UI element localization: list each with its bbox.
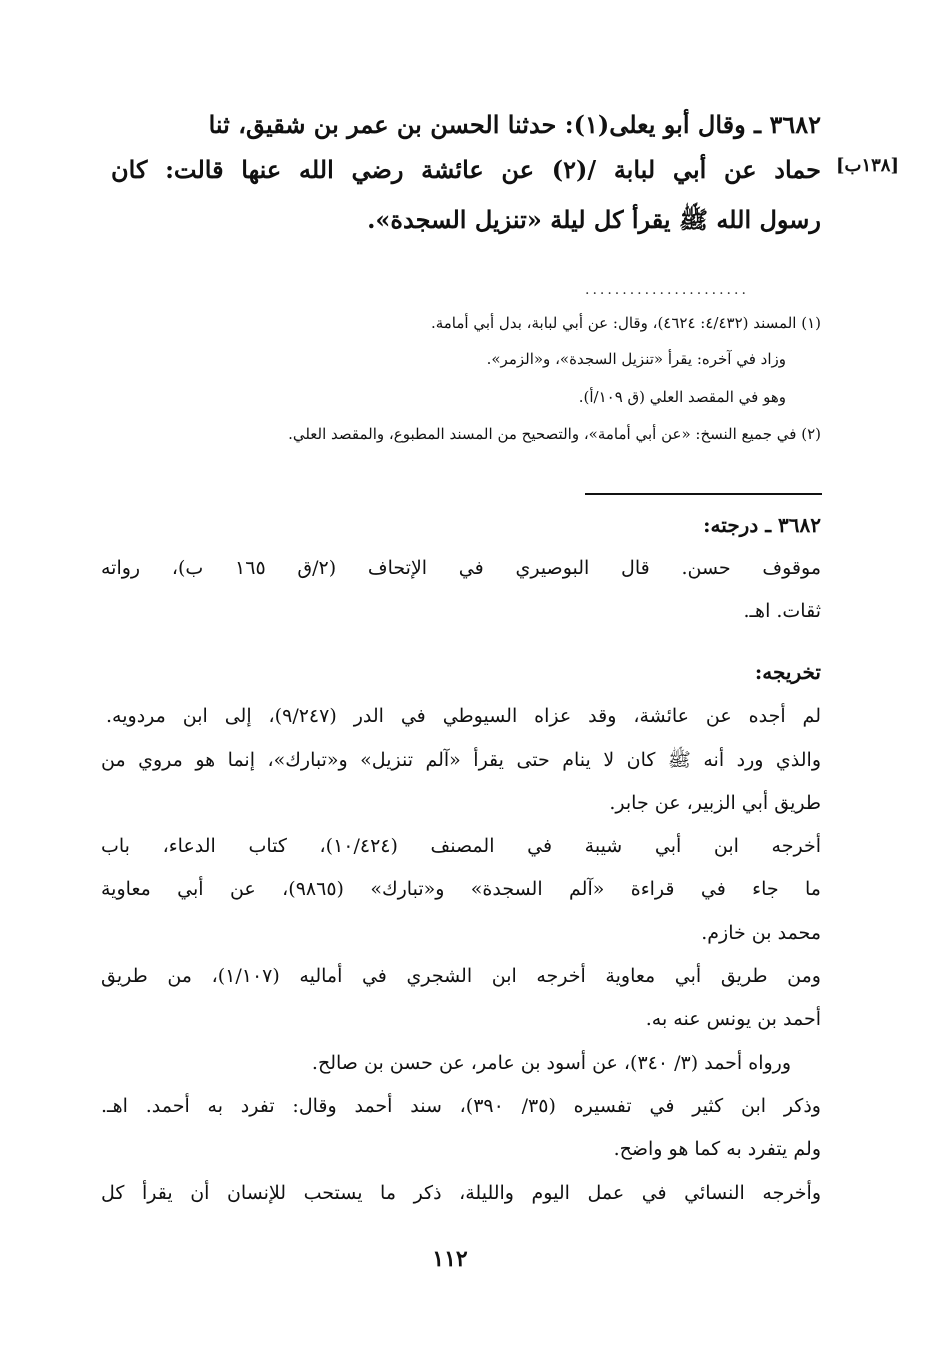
takhrij-line: والذي ورد أنه ﷺ كان لا ينام حتى يقرأ «آلم تنزيل» و«تبارك»، إنما هو مروي من [101, 749, 821, 771]
takhrij-line: ومن طريق أبي معاوية أخرجه ابن الشجري في أماليه (١/١٠٧)، من طريق [101, 965, 821, 987]
takhrij-line: أحمد بن يونس عنه به. [645, 1008, 821, 1030]
takhrij-line: ولم يتفرد به كما هو واضح. [613, 1138, 821, 1160]
takhrij-line: وذكر ابن كثير في تفسيره (٣٥/ ٣٩٠)، سند أحمد وقال: تفرد به أحمد. اهـ. [101, 1095, 821, 1117]
footnote-1-line-3: وهو في المقصد العلي (ق ١٠٩/أ). [578, 388, 786, 406]
section-divider [585, 493, 822, 495]
takhrij-heading: تخريجه: [754, 660, 821, 684]
takhrij-line: لم أجده عن عائشة، وقد عزاه السيوطي في الدر (٩/٢٤٧)، إلى ابن مردويه. [106, 705, 821, 727]
footnote-1-line-2: وزاد في آخره: يقرأ «تنزيل السجدة»، و«الزمر». [486, 350, 786, 368]
takhrij-line: ورواه أحمد (٣/ ٣٤٠)، عن أسود بن عامر، عن حسن بن صالح. [311, 1052, 791, 1074]
page-number: ١١٢ [432, 1246, 468, 1272]
hadith-line-1: ٣٦٨٢ ـ وقال أبو يعلى(١): حدثنا الحسن بن عمر بن شقيق، ثنا [208, 110, 821, 139]
takhrij-line: طريق أبي الزبير، عن جابر. [609, 792, 821, 814]
takhrij-line: محمد بن خازم. [701, 922, 821, 944]
grade-heading: ٣٦٨٢ ـ درجته: [703, 513, 821, 537]
footnote-2-line-1: (٢) في جميع النسخ: «عن أبي أمامة»، والتصحيح من المسند المطبوع، والمقصد العلي. [288, 425, 821, 443]
grade-line-1: موقوف حسن. قال البوصيري في الإتحاف (٢/ق ١٦٥ ب)، رواته [101, 557, 821, 579]
takhrij-line: ما جاء في قراءة «آلم السجدة» و«تبارك» (٩٨٦٥)، عن أبي معاوية [101, 878, 821, 900]
grade-line-2: ثقات. اهـ. [743, 600, 821, 622]
margin-folio-reference: [١٣٨ب] [836, 155, 900, 176]
takhrij-line: وأخرجه النسائي في عمل اليوم والليلة، ذكر ما يستحب للإنسان أن يقرأ كل [101, 1182, 821, 1204]
footnote-separator: ...................... [585, 282, 749, 298]
takhrij-line: أخرجه ابن أبي شيبة في المصنف (١٠/٤٢٤)، كتاب الدعاء، باب [101, 835, 821, 857]
hadith-line-3: رسول الله ﷺ يقرأ كل ليلة «تنزيل السجدة». [367, 205, 821, 234]
hadith-line-2: حماد عن أبي لبابة /(٢) عن عائشة رضي الله عنها قالت: كان [111, 155, 822, 184]
footnote-1-line-1: (١) المسند (٤/٤٣٢: ٤٦٢٤)، وقال: عن أبي لبابة، بدل أبي أمامة. [430, 314, 821, 332]
